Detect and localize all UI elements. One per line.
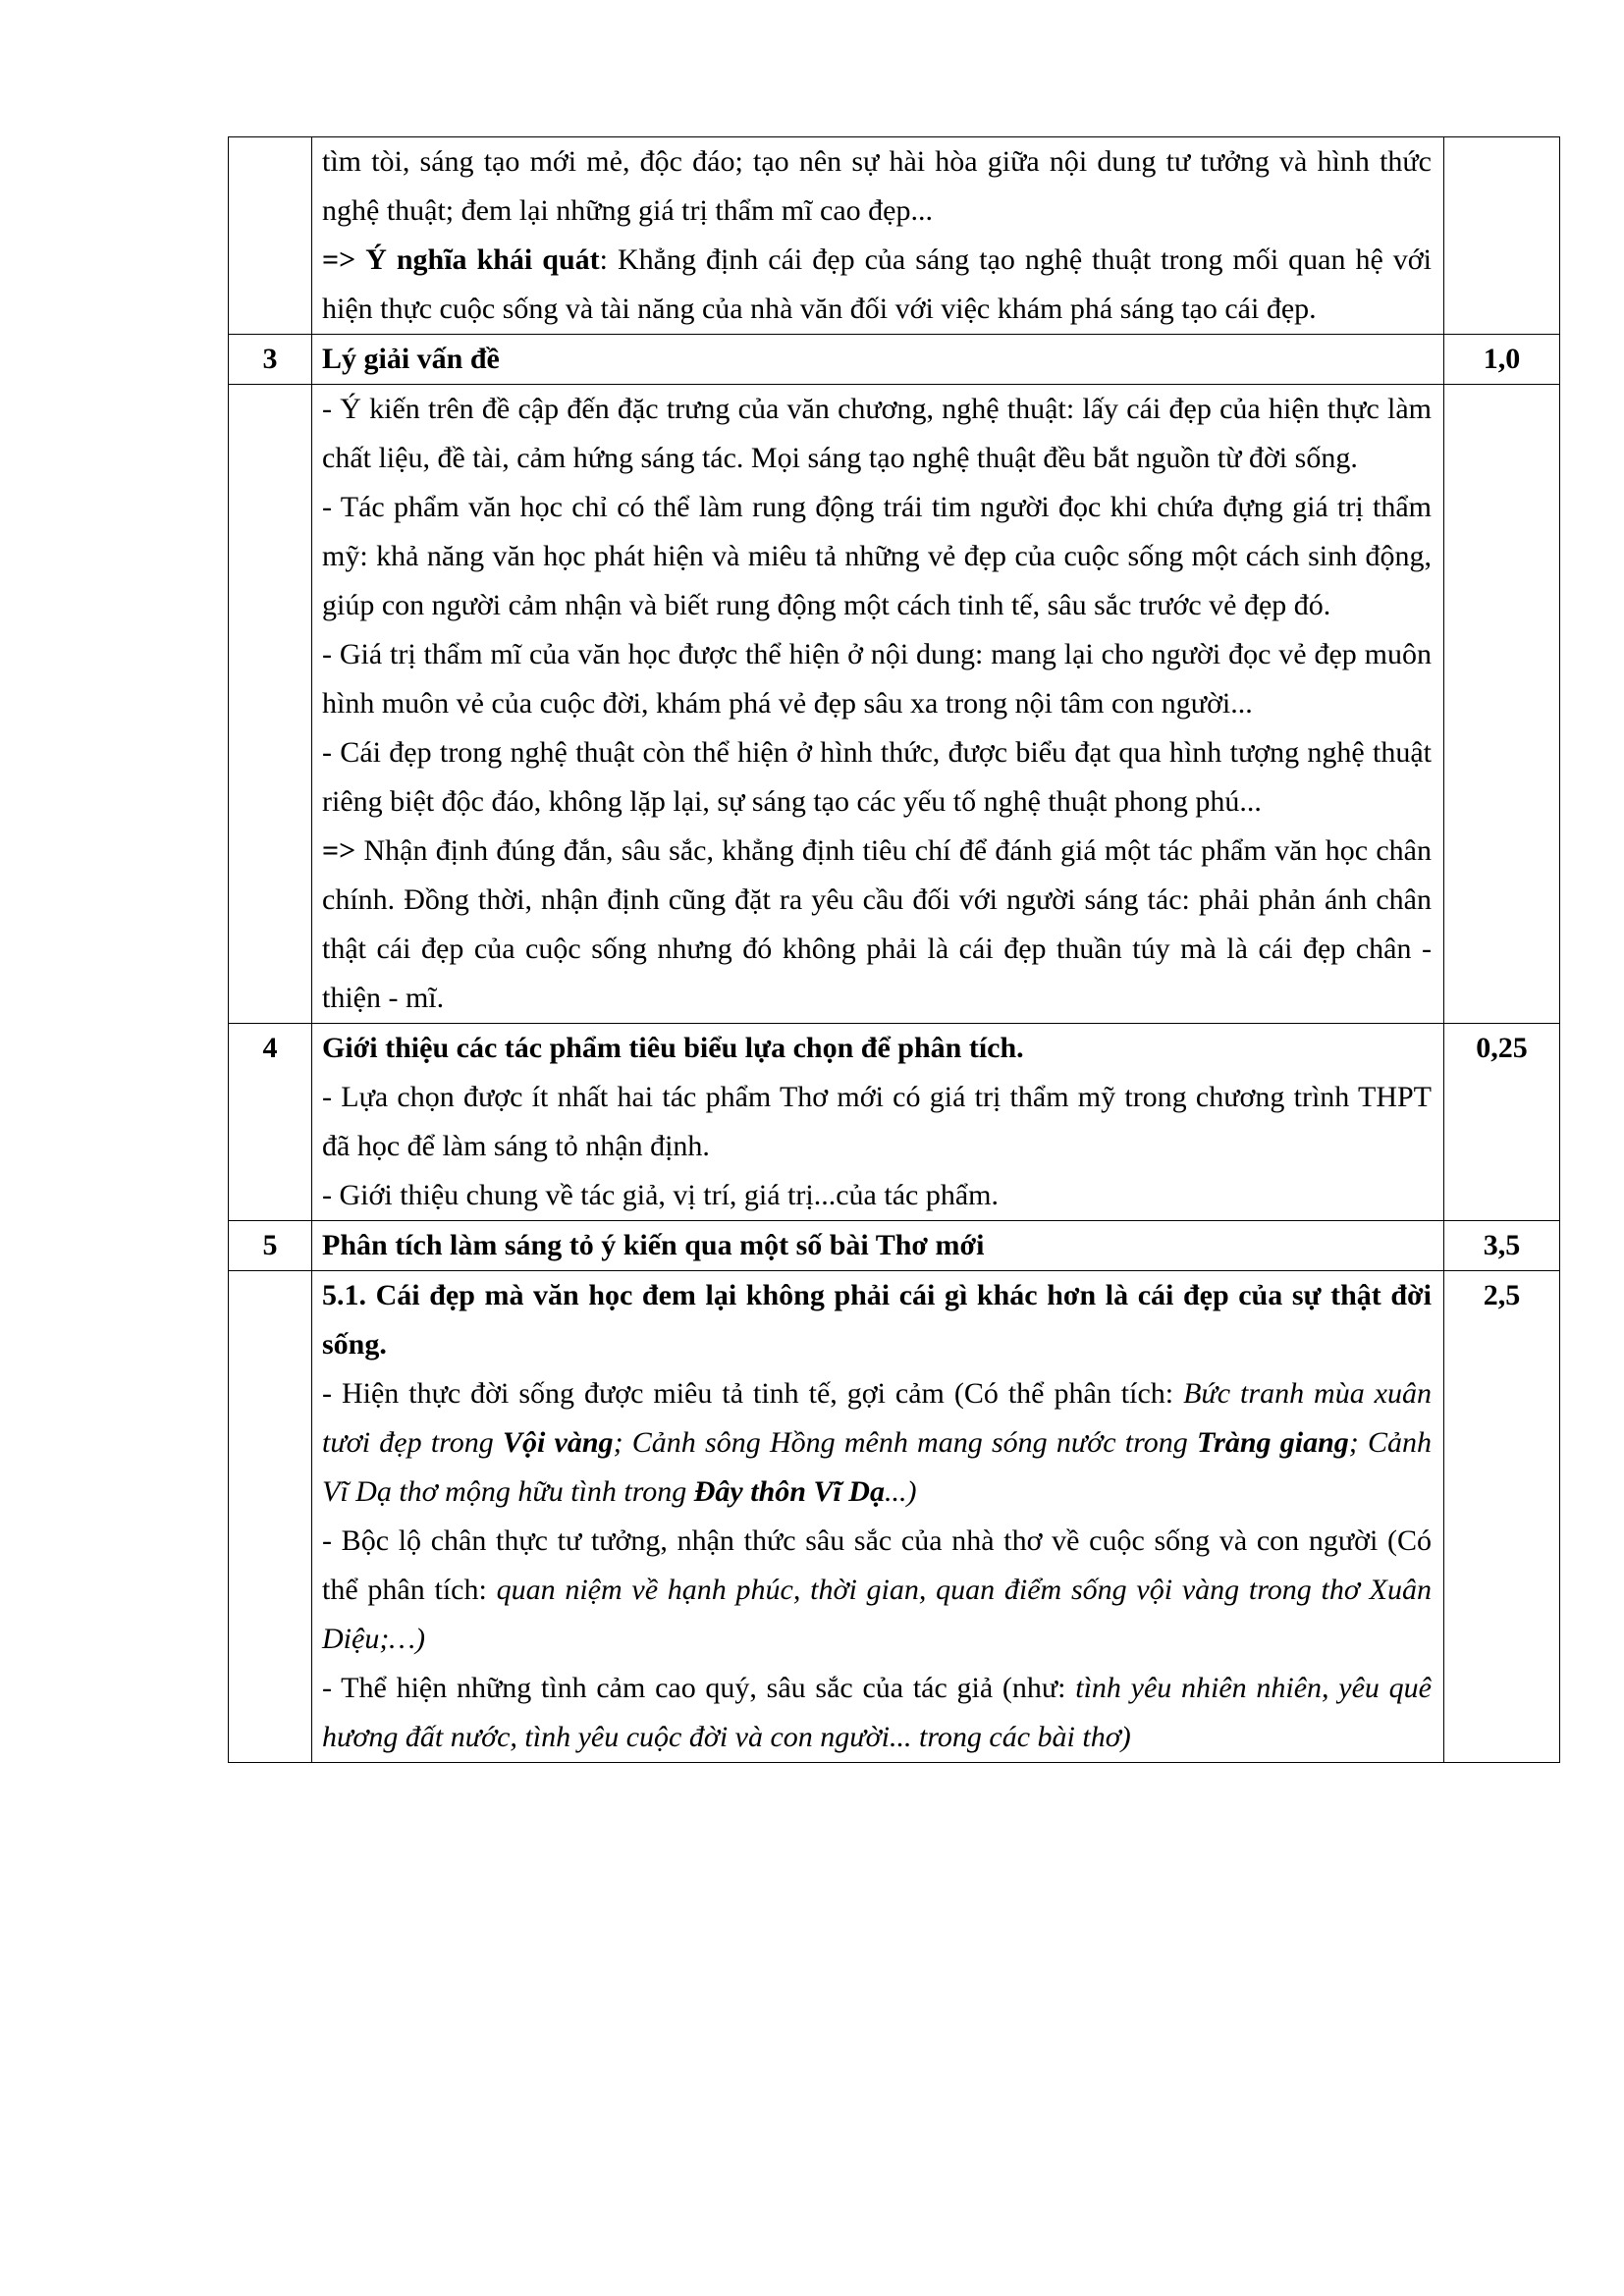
poem-title: Vội vàng (502, 1426, 614, 1459)
answer-key-table (228, 136, 1560, 1763)
paragraph: - Lựa chọn được ít nhất hai tác phẩm Thơ mới có giá trị thẩm mỹ trong chương trình THPT đã học để làm sáng tỏ nhận định. (322, 1081, 1432, 1162)
item-content (312, 1024, 1444, 1221)
table-row (229, 137, 1560, 335)
item-score (1444, 137, 1560, 335)
paragraph (322, 1664, 1432, 1762)
item-number (229, 1271, 312, 1763)
paragraph-text: - Hiện thực đời sống được miêu tả tinh tế, gợi cảm (Có thể phân tích: (322, 1377, 1184, 1410)
paragraph: - Tác phẩm văn học chỉ có thể làm rung động trái tim người đọc khi chứa đựng giá trị thẩm mỹ: khả năng văn học phát hiện và miêu tả những vẻ đẹp của cuộc sống một cách sinh động, giúp con người cảm nhận và biết rung động một cách tinh tế, sâu sắc trước vẻ đẹp đó. (322, 491, 1432, 621)
item-number: 5 (229, 1221, 312, 1271)
item-content (312, 1271, 1444, 1763)
paragraph: - Giá trị thẩm mĩ của văn học được thể hiện ở nội dung: mang lại cho người đọc vẻ đẹp muôn hình muôn vẻ của cuộc đời, khám phá vẻ đẹp sâu xa trong nội tâm con người... (322, 638, 1432, 720)
italic-text: ; Cảnh Vĩ Dạ thơ mộng hữu tình trong (322, 1426, 1433, 1508)
paragraph (322, 1517, 1432, 1664)
italic-text: ; Cảnh sông Hồng mênh mang sóng nước trong (613, 1426, 1197, 1459)
item-score (1444, 385, 1560, 1024)
paragraph (322, 1369, 1432, 1517)
paragraph (322, 236, 1432, 334)
section-heading: Giới thiệu các tác phẩm tiêu biểu lựa chọn để phân tích. (322, 1032, 1024, 1064)
section-heading: 5.1. Cái đẹp mà văn học đem lại không phải cái gì khác hơn là cái đẹp của sự thật đời sống. (322, 1279, 1432, 1361)
bold-lead: => (322, 834, 356, 867)
table-row (229, 1271, 1560, 1763)
paragraph-text: - Thể hiện những tình cảm cao quý, sâu sắc của tác giả (như: (322, 1672, 1076, 1704)
italic-text: tình yêu nhiên nhiên, yêu quê hương đất nước, tình yêu cuộc đời và con người... trong các bài thơ) (322, 1672, 1432, 1753)
item-score: 0,25 (1444, 1024, 1560, 1221)
section-heading: Phân tích làm sáng tỏ ý kiến qua một số bài Thơ mới (312, 1221, 1444, 1271)
paragraph: tìm tòi, sáng tạo mới mẻ, độc đáo; tạo nên sự hài hòa giữa nội dung tư tưởng và hình thức nghệ thuật; đem lại những giá trị thẩm mĩ cao đẹp... (322, 145, 1432, 227)
italic-text: Bức tranh mùa xuân tươi đẹp trong (322, 1377, 1433, 1459)
paragraph (322, 827, 1432, 1023)
item-score: 2,5 (1444, 1271, 1560, 1763)
bold-lead: => Ý nghĩa khái quát (322, 243, 600, 276)
item-number: 3 (229, 335, 312, 385)
paragraph: - Cái đẹp trong nghệ thuật còn thể hiện ở hình thức, được biểu đạt qua hình tượng nghệ thuật riêng biệt độc đáo, không lặp lại, sự sáng tạo các yếu tố nghệ thuật phong phú... (322, 736, 1432, 818)
answer-key-page (228, 136, 1549, 1763)
item-number (229, 385, 312, 1024)
poem-title: Đây thôn Vĩ Dạ (693, 1475, 885, 1508)
poem-title: Tràng giang (1196, 1426, 1349, 1459)
italic-text: ...) (884, 1475, 917, 1508)
item-score: 3,5 (1444, 1221, 1560, 1271)
section-heading: Lý giải vấn đề (312, 335, 1444, 385)
italic-text: quan niệm về hạnh phúc, thời gian, quan điểm sống vội vàng trong thơ Xuân Diệu;…) (322, 1574, 1432, 1655)
paragraph: - Ý kiến trên đề cập đến đặc trưng của văn chương, nghệ thuật: lấy cái đẹp của hiện thực làm chất liệu, đề tài, cảm hứng sáng tác. Mọi sáng tạo nghệ thuật đều bắt nguồn từ đời sống. (322, 393, 1432, 474)
paragraph-text: Nhận định đúng đắn, sâu sắc, khẳng định tiêu chí để đánh giá một tác phẩm văn học chân chính. Đồng thời, nhận định cũng đặt ra yêu cầu đối với người sáng tác: phải phản ánh chân thật cái đẹp của cuộc sống nhưng đó không phải là cái đẹp thuần túy mà là cái đẹp chân - thiện - mĩ. (322, 834, 1432, 1014)
table-row (229, 385, 1560, 1024)
item-number: 4 (229, 1024, 312, 1221)
paragraph-text: : Khẳng định cái đẹp của sáng tạo nghệ thuật trong mối quan hệ với hiện thực cuộc sống và tài năng của nhà văn đối với việc khám phá sáng tạo cái đẹp. (322, 243, 1432, 325)
table-row (229, 1024, 1560, 1221)
paragraph-text: - Bộc lộ chân thực tư tưởng, nhận thức sâu sắc của nhà thơ về cuộc sống và con người (Có thể phân tích: (322, 1524, 1432, 1606)
table-row (229, 335, 1560, 385)
item-score: 1,0 (1444, 335, 1560, 385)
table-row (229, 1221, 1560, 1271)
item-content (312, 137, 1444, 335)
item-number (229, 137, 312, 335)
paragraph: - Giới thiệu chung về tác giả, vị trí, giá trị...của tác phẩm. (322, 1179, 999, 1211)
item-content (312, 385, 1444, 1024)
